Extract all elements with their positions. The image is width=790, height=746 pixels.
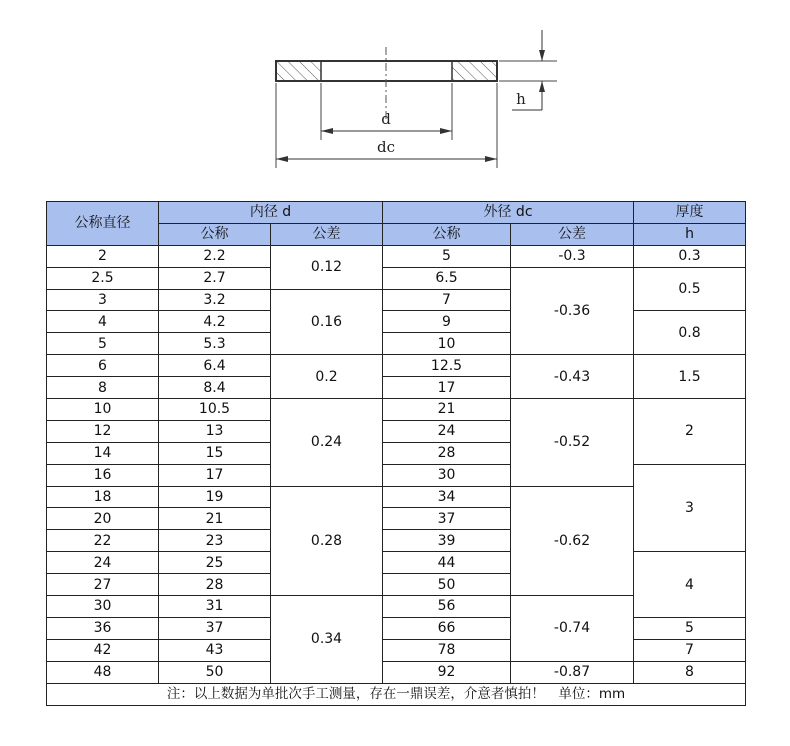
table-row — [47, 245, 746, 267]
table-row — [47, 355, 746, 377]
d-tolerance-cell: 0.16 — [271, 289, 383, 355]
d-cell: 19 — [159, 486, 271, 508]
dc-cell: 78 — [383, 639, 511, 661]
nominal-cell: 27 — [47, 574, 159, 596]
table-row — [47, 311, 746, 333]
d-cell: 28 — [159, 574, 271, 596]
table-row — [47, 617, 746, 639]
h-cell: 4 — [634, 552, 746, 618]
d-cell: 31 — [159, 596, 271, 618]
d-cell: 4.2 — [159, 311, 271, 333]
nominal-cell: 22 — [47, 530, 159, 552]
h-cell: 5 — [634, 617, 746, 639]
dc-cell: 7 — [383, 289, 511, 311]
d-cell: 3.2 — [159, 289, 271, 311]
d-tolerance-cell: 0.24 — [271, 399, 383, 487]
header-dc-tolerance: 公差 — [511, 223, 634, 245]
nominal-cell: 10 — [47, 399, 159, 421]
nominal-cell: 14 — [47, 442, 159, 464]
dc-tolerance-cell: -0.74 — [511, 596, 634, 662]
dc-cell: 50 — [383, 574, 511, 596]
d-cell: 6.4 — [159, 355, 271, 377]
d-label: d — [381, 110, 391, 128]
dc-cell: 5 — [383, 245, 511, 267]
washer-cross-section-svg — [0, 0, 790, 200]
header-d-nominal: 公称 — [159, 223, 271, 245]
nominal-cell: 2 — [47, 245, 159, 267]
dc-label: dc — [376, 138, 396, 156]
dc-tolerance-cell: -0.3 — [511, 245, 634, 267]
dc-cell: 39 — [383, 530, 511, 552]
h-cell: 3 — [634, 464, 746, 552]
nominal-cell: 16 — [47, 464, 159, 486]
h-cell: 0.3 — [634, 245, 746, 267]
dc-tolerance-cell: -0.36 — [511, 267, 634, 355]
d-cell: 2.2 — [159, 245, 271, 267]
dc-tolerance-cell: -0.62 — [511, 486, 634, 595]
d-cell: 50 — [159, 661, 271, 683]
dc-tolerance-cell: -0.43 — [511, 355, 634, 399]
header-dc-nominal: 公称 — [383, 223, 511, 245]
d-cell: 37 — [159, 617, 271, 639]
h-cell: 8 — [634, 661, 746, 683]
h-cell: 0.8 — [634, 311, 746, 355]
dc-cell: 37 — [383, 508, 511, 530]
d-cell: 17 — [159, 464, 271, 486]
nominal-cell: 48 — [47, 661, 159, 683]
nominal-cell: 12 — [47, 420, 159, 442]
d-cell: 8.4 — [159, 377, 271, 399]
dc-cell: 28 — [383, 442, 511, 464]
table-row — [47, 267, 746, 289]
dc-cell: 30 — [383, 464, 511, 486]
h-label: h — [516, 90, 526, 108]
h-cell: 1.5 — [634, 355, 746, 399]
d-tolerance-cell: 0.2 — [271, 355, 383, 399]
d-cell: 23 — [159, 530, 271, 552]
dc-cell: 17 — [383, 377, 511, 399]
table-footnote: 注：以上数据为单批次手工测量，存在一鼎误差，介意者慎拍！ 单位：mm — [47, 683, 746, 705]
d-cell: 15 — [159, 442, 271, 464]
dc-cell: 12.5 — [383, 355, 511, 377]
h-cell: 0.5 — [634, 267, 746, 311]
dc-cell: 21 — [383, 399, 511, 421]
dc-cell: 56 — [383, 596, 511, 618]
d-cell: 10.5 — [159, 399, 271, 421]
d-cell: 5.3 — [159, 333, 271, 355]
d-tolerance-cell: 0.34 — [271, 596, 383, 684]
dc-cell: 9 — [383, 311, 511, 333]
nominal-cell: 4 — [47, 311, 159, 333]
dc-cell: 92 — [383, 661, 511, 683]
table-row — [47, 464, 746, 486]
table-row — [47, 552, 746, 574]
washer-hatch-left — [277, 62, 321, 80]
nominal-cell: 6 — [47, 355, 159, 377]
d-cell: 43 — [159, 639, 271, 661]
d-cell: 2.7 — [159, 267, 271, 289]
header-d-tolerance: 公差 — [271, 223, 383, 245]
dc-cell: 44 — [383, 552, 511, 574]
dc-cell: 66 — [383, 617, 511, 639]
header-thickness: 厚度 — [634, 202, 746, 224]
dc-cell: 34 — [383, 486, 511, 508]
dc-tolerance-cell: -0.52 — [511, 399, 634, 487]
nominal-cell: 8 — [47, 377, 159, 399]
d-cell: 25 — [159, 552, 271, 574]
nominal-cell: 5 — [47, 333, 159, 355]
table-row — [47, 399, 746, 421]
nominal-cell: 24 — [47, 552, 159, 574]
dc-cell: 24 — [383, 420, 511, 442]
dc-cell: 10 — [383, 333, 511, 355]
header-inner-diameter: 内径 d — [159, 202, 383, 224]
h-cell: 2 — [634, 399, 746, 465]
washer-hatch-right — [452, 62, 496, 80]
nominal-cell: 20 — [47, 508, 159, 530]
washer-drawing — [0, 0, 790, 200]
dc-tolerance-cell: -0.87 — [511, 661, 634, 683]
table-row — [47, 661, 746, 683]
nominal-cell: 36 — [47, 617, 159, 639]
h-cell: 7 — [634, 639, 746, 661]
table-row — [47, 639, 746, 661]
nominal-cell: 30 — [47, 596, 159, 618]
d-tolerance-cell: 0.28 — [271, 486, 383, 595]
nominal-cell: 18 — [47, 486, 159, 508]
nominal-cell: 2.5 — [47, 267, 159, 289]
d-cell: 13 — [159, 420, 271, 442]
dc-cell: 6.5 — [383, 267, 511, 289]
nominal-cell: 42 — [47, 639, 159, 661]
nominal-cell: 3 — [47, 289, 159, 311]
d-tolerance-cell: 0.12 — [271, 245, 383, 289]
washer-spec-table — [46, 201, 746, 706]
header-h: h — [634, 223, 746, 245]
header-nominal: 公称直径 — [47, 202, 159, 246]
header-outer-diameter: 外径 dc — [383, 202, 634, 224]
d-cell: 21 — [159, 508, 271, 530]
